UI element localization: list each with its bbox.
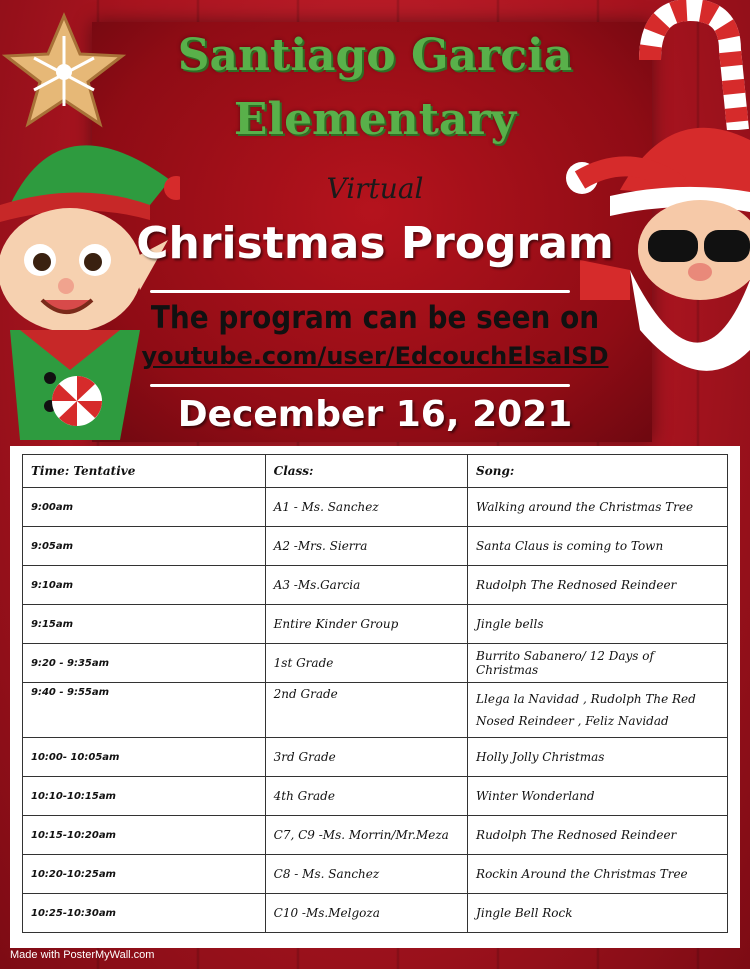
row-class: C7, C9 -Ms. Morrin/Mr.Meza — [265, 816, 467, 855]
row-time: 9:10am — [23, 566, 266, 605]
footer-credit: Made with PosterMyWall.com — [10, 949, 155, 961]
row-song: Rudolph The Rednosed Reindeer — [468, 566, 728, 605]
schedule-card — [10, 446, 740, 948]
table-header-row — [23, 455, 728, 488]
school-name-line-2: Elementary — [233, 94, 517, 145]
row-class: 4th Grade — [265, 777, 467, 816]
row-class: C10 -Ms.Melgoza — [265, 894, 467, 933]
header-class: Class: — [265, 455, 467, 488]
table-row — [23, 527, 728, 566]
row-time: 9:00am — [23, 488, 266, 527]
table-row — [23, 855, 728, 894]
table-row — [23, 605, 728, 644]
row-song: Rudolph The Rednosed Reindeer — [468, 816, 728, 855]
row-time: 9:05am — [23, 527, 266, 566]
row-class: A1 - Ms. Sanchez — [265, 488, 467, 527]
program-date: December 16, 2021 — [177, 394, 573, 435]
row-time: 9:20 - 9:35am — [23, 644, 266, 683]
row-song: Jingle Bell Rock — [468, 894, 728, 933]
row-time: 10:15-10:20am — [23, 816, 266, 855]
row-song: Walking around the Christmas Tree — [468, 488, 728, 527]
row-time: 10:20-10:25am — [23, 855, 266, 894]
row-class: A2 -Mrs. Sierra — [265, 527, 467, 566]
row-class: 1st Grade — [265, 644, 467, 683]
virtual-label: Virtual — [326, 172, 424, 205]
row-song: Rockin Around the Christmas Tree — [468, 855, 728, 894]
row-time: 10:00- 10:05am — [23, 738, 266, 777]
divider-bottom — [150, 384, 570, 387]
row-song: Winter Wonderland — [468, 777, 728, 816]
row-time: 10:25-10:30am — [23, 894, 266, 933]
table-row — [23, 683, 728, 738]
table-row — [23, 644, 728, 683]
row-class: A3 -Ms.Garcia — [265, 566, 467, 605]
table-row — [23, 777, 728, 816]
table-row — [23, 816, 728, 855]
table-row — [23, 566, 728, 605]
row-time: 9:40 - 9:55am — [23, 683, 266, 738]
row-song: Santa Claus is coming to Town — [468, 527, 728, 566]
row-time: 9:15am — [23, 605, 266, 644]
header-time: Time: Tentative — [23, 455, 266, 488]
school-name-line-1: Santiago Garcia — [177, 30, 573, 81]
table-row — [23, 894, 728, 933]
program-title: Christmas Program — [136, 218, 614, 269]
table-row — [23, 738, 728, 777]
header-song: Song: — [468, 455, 728, 488]
row-song: Burrito Sabanero/ 12 Days of Christmas — [468, 644, 728, 683]
row-song: Llega la Navidad , Rudolph The Red Nosed Reindeer , Feliz Navidad — [468, 683, 728, 738]
row-class: 3rd Grade — [265, 738, 467, 777]
row-song: Jingle bells — [468, 605, 728, 644]
youtube-link[interactable]: youtube.com/user/EdcouchElsaISD — [141, 342, 609, 370]
row-song: Holly Jolly Christmas — [468, 738, 728, 777]
row-class: 2nd Grade — [265, 683, 467, 738]
row-class: C8 - Ms. Sanchez — [265, 855, 467, 894]
divider-top — [150, 290, 570, 293]
row-time: 10:10-10:15am — [23, 777, 266, 816]
row-class: Entire Kinder Group — [265, 605, 467, 644]
schedule-table — [22, 454, 728, 933]
seen-on-text: The program can be seen on — [150, 300, 600, 336]
table-row — [23, 488, 728, 527]
